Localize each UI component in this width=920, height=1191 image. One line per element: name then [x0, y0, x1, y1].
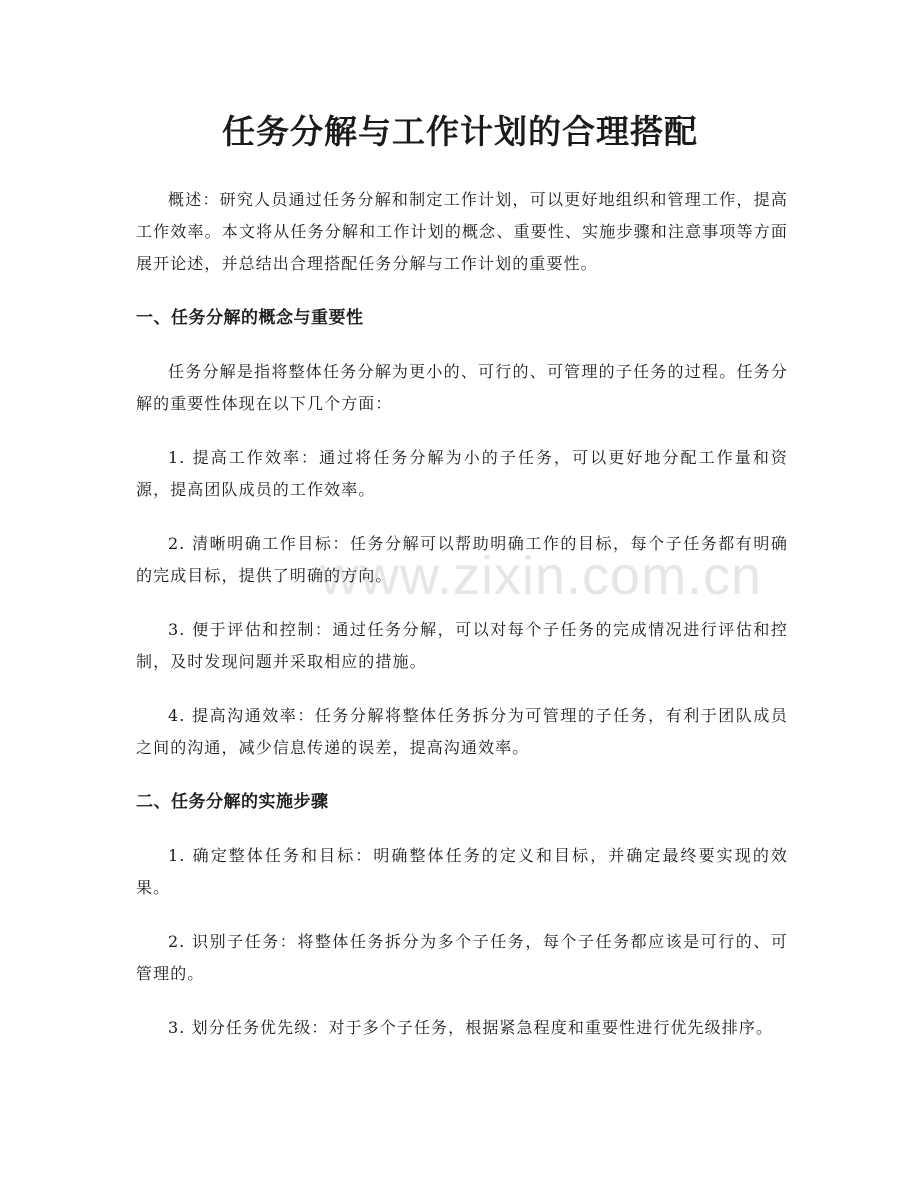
intro-paragraph: 概述：研究人员通过任务分解和制定工作计划，可以更好地组织和管理工作，提高工作效率。本文将从任务分解和工作计划的概念、重要性、实施步骤和注意事项等方面展开论述，并总结出合理搭配任务分解与工作计划的重要性。 [136, 190, 788, 273]
document-title: 任务分解与工作计划的合理搭配 [222, 112, 698, 151]
list-item: 3. 划分任务优先级：对于多个子任务，根据紧急程度和重要性进行优先级排序。 [168, 1018, 774, 1037]
section-heading-2: 二、任务分解的实施步骤 [136, 792, 329, 812]
section-1-intro: 任务分解是指将整体任务分解为更小的、可行的、可管理的子任务的过程。任务分解的重要性体现在以下几个方面： [136, 362, 788, 413]
list-item: 3. 便于评估和控制：通过任务分解，可以对每个子任务的完成情况进行评估和控制，及时发现问题并采取相应的措施。 [136, 620, 788, 671]
watermark: www.zixin.com.cn [320, 546, 763, 606]
document-body [136, 184, 788, 1066]
list-item: 4. 提高沟通效率：任务分解将整体任务拆分为可管理的子任务，有利于团队成员之间的沟通，减少信息传递的误差，提高沟通效率。 [136, 706, 788, 757]
section-heading-1: 一、任务分解的概念与重要性 [136, 308, 364, 328]
list-item: 2. 清晰明确工作目标：任务分解可以帮助明确工作的目标，每个子任务都有明确的完成目标，提供了明确的方向。 [136, 534, 788, 585]
list-item: 1. 提高工作效率：通过将任务分解为小的子任务，可以更好地分配工作量和资源，提高团队成员的工作效率。 [136, 448, 788, 499]
list-item: 1. 确定整体任务和目标：明确整体任务的定义和目标，并确定最终要实现的效果。 [136, 846, 788, 897]
list-item: 2. 识别子任务：将整体任务拆分为多个子任务，每个子任务都应该是可行的、可管理的。 [136, 932, 788, 983]
